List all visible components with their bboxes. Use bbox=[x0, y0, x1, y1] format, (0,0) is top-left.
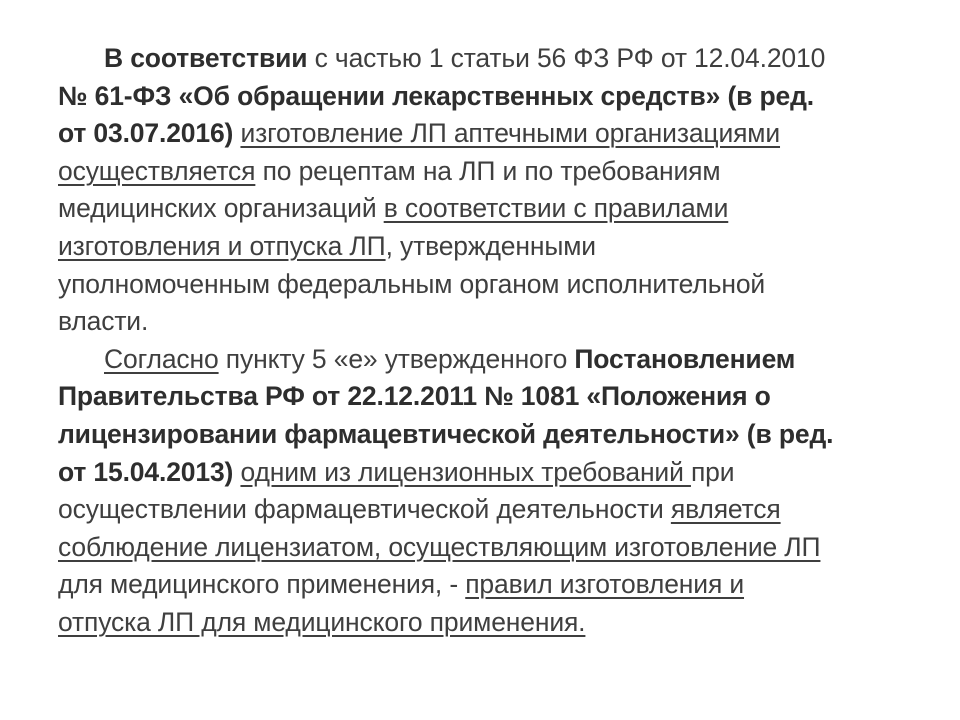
underlined-text: соблюдение лицензиатом, осуществляющим изготовление ЛП bbox=[58, 531, 821, 562]
p1-line-4 bbox=[58, 153, 908, 191]
p2-line-8 bbox=[58, 604, 908, 642]
emphasis-text: Постановлением bbox=[574, 343, 796, 374]
body-text: , утвержденными bbox=[385, 230, 596, 261]
document-text bbox=[58, 40, 908, 642]
p2-line-2 bbox=[58, 378, 908, 416]
body-text: для медицинского применения, - bbox=[58, 569, 466, 600]
p2-line-6 bbox=[58, 529, 908, 567]
body-text: уполномоченным федеральным органом исполнительной bbox=[58, 268, 766, 299]
underlined-text: правил изготовления и bbox=[465, 569, 745, 600]
body-text: власти. bbox=[58, 306, 149, 337]
p2-line-4 bbox=[58, 454, 908, 492]
p1-line-2 bbox=[58, 78, 908, 116]
body-text: при bbox=[690, 456, 735, 487]
p2-line-7 bbox=[58, 566, 908, 604]
p1-line-5 bbox=[58, 190, 908, 228]
underlined-text: отпуска ЛП для медицинского применения. bbox=[58, 606, 586, 637]
underlined-text: является bbox=[670, 494, 781, 525]
law-reference-date: от 03.07.2016) bbox=[58, 118, 234, 149]
underlined-text: осуществляется bbox=[58, 155, 256, 186]
body-text: по рецептам на ЛП и по требованиям bbox=[255, 155, 721, 186]
p2-line-1 bbox=[58, 341, 908, 379]
p2-line-3 bbox=[58, 416, 908, 454]
body-text: с частью 1 статьи 56 ФЗ РФ от 12.04.2010 bbox=[307, 43, 826, 73]
p1-line-8 bbox=[58, 303, 908, 341]
underlined-text: в соответствии с правилами bbox=[383, 193, 729, 224]
law-reference: № 61-ФЗ «Об обращении лекарственных средств» (в ред. bbox=[58, 80, 814, 111]
body-text: медицинских организаций bbox=[58, 193, 384, 224]
underlined-text: одним из лицензионных требований bbox=[240, 456, 691, 487]
emphasis-text: В соответствии bbox=[104, 43, 308, 73]
underlined-text: изготовление ЛП аптечными организациями bbox=[240, 118, 781, 149]
p1-line-3 bbox=[58, 115, 908, 153]
law-reference: Правительства РФ от 22.12.2011 № 1081 «Положения о bbox=[58, 381, 771, 412]
p1-line-7 bbox=[58, 266, 908, 304]
underlined-text: изготовления и отпуска ЛП bbox=[58, 230, 386, 261]
law-reference: лицензировании фармацевтической деятельности» (в ред. bbox=[58, 418, 834, 449]
p1-line-1 bbox=[58, 40, 908, 78]
body-text: пункту 5 «е» утвержденного bbox=[218, 343, 575, 374]
law-reference-date: от 15.04.2013) bbox=[58, 456, 234, 487]
body-text: осуществлении фармацевтической деятельности bbox=[58, 494, 671, 525]
p2-line-5 bbox=[58, 491, 908, 529]
underlined-text: Согласно bbox=[104, 343, 219, 374]
p1-line-6 bbox=[58, 228, 908, 266]
